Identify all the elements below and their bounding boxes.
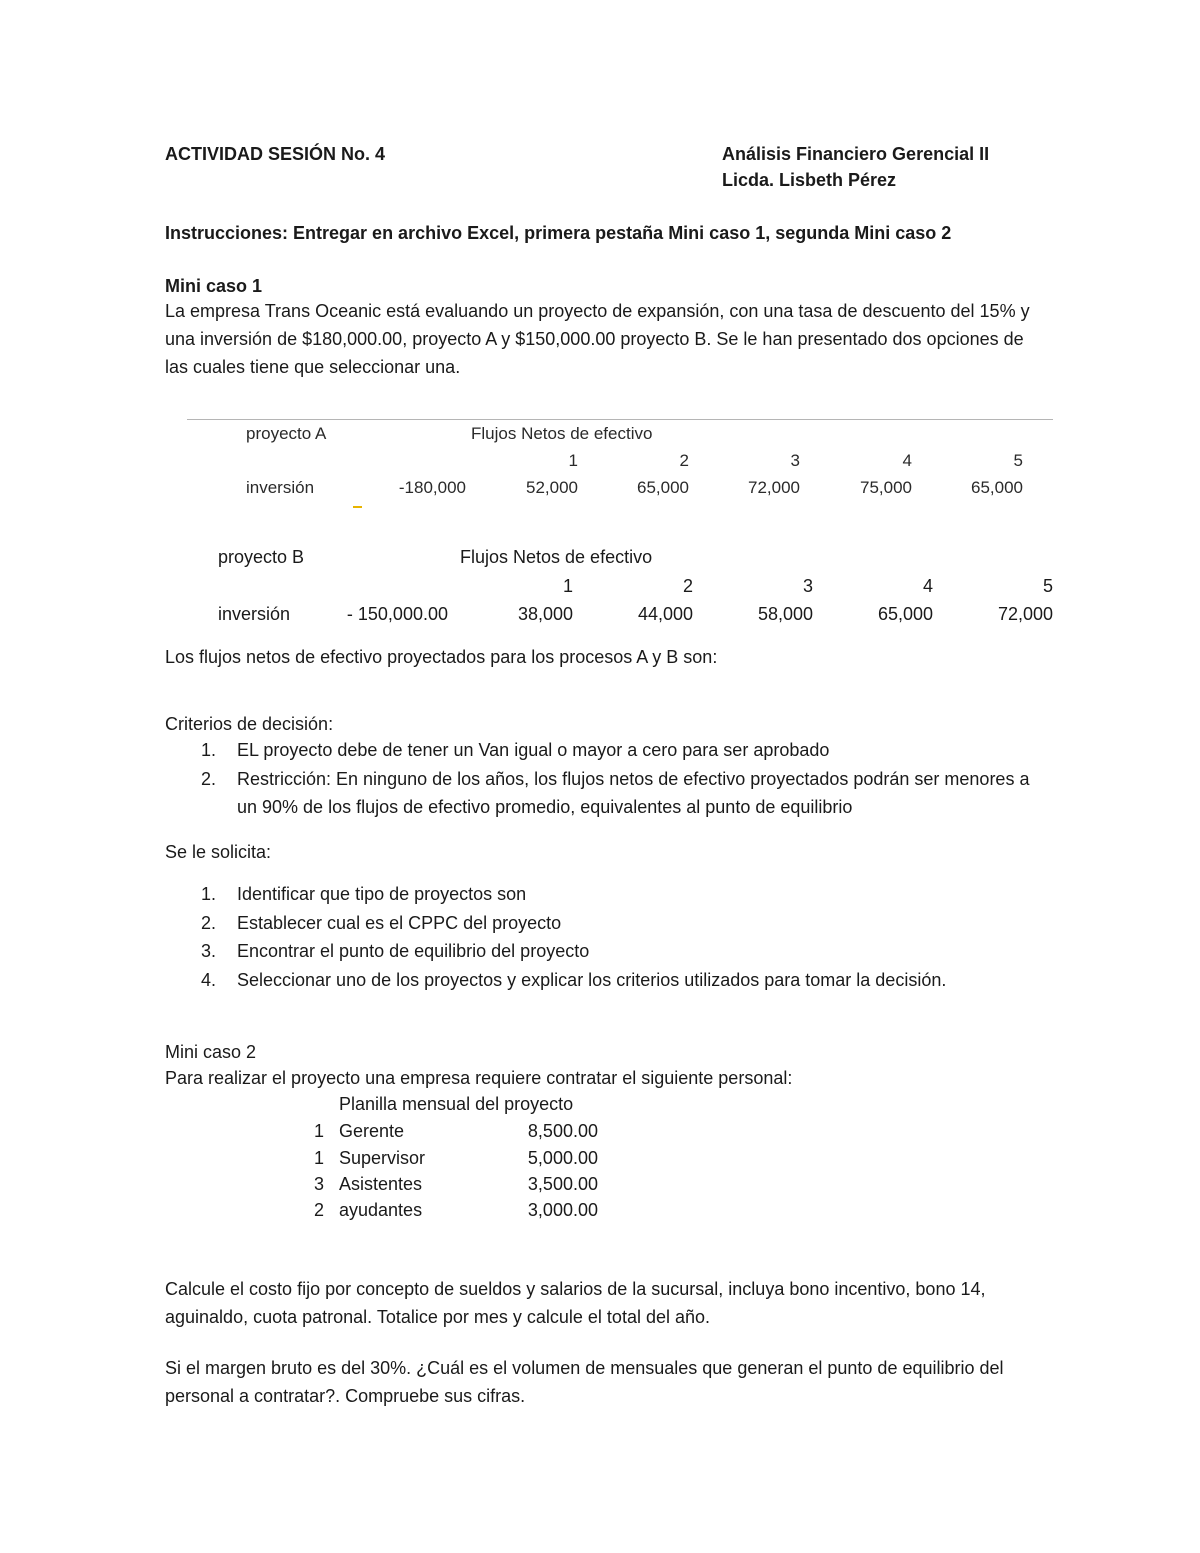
request-title: Se le solicita: bbox=[165, 842, 272, 862]
payroll-amount: 5,000.00 bbox=[527, 1148, 598, 1168]
criteria-title: Criterios de decisión: bbox=[165, 714, 334, 734]
project-b-flow: 58,000 bbox=[757, 604, 813, 624]
cell-marker bbox=[353, 506, 362, 508]
payroll-amount: 3,000.00 bbox=[527, 1200, 598, 1220]
case1-title: Mini caso 1 bbox=[165, 276, 263, 296]
criteria-item bbox=[165, 765, 1045, 822]
request-text: Seleccionar uno de los proyectos y explicar los criterios utilizados para tomar la decisión. bbox=[237, 969, 947, 990]
request-item bbox=[165, 909, 1045, 938]
request-text: Establecer cual es el CPPC del proyecto bbox=[237, 912, 562, 933]
project-b-name: proyecto B bbox=[218, 547, 305, 567]
case2-intro: Para realizar el proyecto una empresa requiere contratar el siguiente personal: bbox=[165, 1068, 793, 1088]
project-a-year: 3 bbox=[790, 451, 800, 470]
request-text: Encontrar el punto de equilibrio del proyecto bbox=[237, 941, 590, 961]
list-number: 2. bbox=[201, 912, 217, 933]
payroll-amount: 8,500.00 bbox=[527, 1121, 598, 1141]
list-number: 3. bbox=[201, 941, 217, 961]
project-a-flow: 72,000 bbox=[748, 478, 800, 497]
flows-note: Los flujos netos de efectivo proyectados para los procesos A y B son: bbox=[165, 647, 718, 667]
payroll-qty: 1 bbox=[313, 1121, 324, 1141]
list-number: 4. bbox=[201, 969, 217, 990]
course-name: Análisis Financiero Gerencial II bbox=[722, 144, 990, 164]
project-b-year: 1 bbox=[562, 576, 573, 596]
list-number: 2. bbox=[201, 768, 217, 789]
case2-question-2: Si el margen bruto es del 30%. ¿Cuál es el volumen de mensuales que generan el punto de equilibrio del personal a contratar?. Compruebe sus cifras. bbox=[165, 1358, 1004, 1406]
list-number: 1. bbox=[201, 740, 217, 760]
project-b-year: 3 bbox=[802, 576, 813, 596]
project-b-year: 2 bbox=[682, 576, 693, 596]
payroll-role: Asistentes bbox=[339, 1174, 423, 1194]
request-text: Identificar que tipo de proyectos son bbox=[237, 884, 527, 904]
project-a-year: 2 bbox=[679, 451, 689, 470]
project-a-flow: 75,000 bbox=[860, 478, 912, 497]
list-number: 1. bbox=[201, 884, 217, 904]
project-b-year: 4 bbox=[922, 576, 933, 596]
criteria-list bbox=[165, 736, 1045, 822]
project-b-row-label: inversión bbox=[218, 604, 291, 624]
request-item bbox=[165, 880, 1045, 909]
project-a-flow: 52,000 bbox=[526, 478, 578, 497]
case1-intro: La empresa Trans Oceanic está evaluando un proyecto de expansión, con una tasa de descuento del 15% y una inversión de $180,000.00, proyecto A y $150,000.00 proyecto B. Se le han presentado dos opciones de las cuales tiene que seleccionar una. bbox=[165, 301, 1030, 377]
project-a-row-label: inversión bbox=[246, 478, 315, 497]
payroll-amount: 3,500.00 bbox=[527, 1174, 598, 1194]
project-b-flow: 65,000 bbox=[877, 604, 933, 624]
request-item bbox=[165, 966, 1045, 995]
instructions: Instrucciones: Entregar en archivo Excel, primera pestaña Mini caso 1, segunda Mini caso 2 bbox=[165, 223, 952, 243]
project-a-flow: 65,000 bbox=[637, 478, 689, 497]
request-list bbox=[165, 880, 1045, 994]
project-a-heading: Flujos Netos de efectivo bbox=[471, 424, 653, 443]
payroll-qty: 1 bbox=[313, 1148, 324, 1168]
project-b-flow: 38,000 bbox=[517, 604, 573, 624]
criteria-text: Restricción: En ninguno de los años, los flujos netos de efectivo proyectados podrán ser menores a un 90% de los flujos de efectivo promedio, equivalentes al punto de equilibrio bbox=[237, 768, 1030, 817]
payroll-qty: 3 bbox=[313, 1174, 324, 1194]
project-a-year: 5 bbox=[1013, 451, 1023, 470]
request-item bbox=[165, 937, 1045, 966]
project-b-flow: 72,000 bbox=[997, 604, 1053, 624]
payroll-role: Gerente bbox=[339, 1121, 405, 1141]
project-a-investment: -180,000 bbox=[398, 478, 466, 497]
project-b-investment: - 150,000.00 bbox=[346, 604, 448, 624]
teacher-name: Licda. Lisbeth Pérez bbox=[722, 170, 897, 190]
project-b-flow: 44,000 bbox=[637, 604, 693, 624]
project-a-year: 1 bbox=[568, 451, 578, 470]
case2-question-1: Calcule el costo fijo por concepto de sueldos y salarios de la sucursal, incluya bono incentivo, bono 14, aguinaldo, cuota patronal. Totalice por mes y calcule el total del año. bbox=[165, 1279, 986, 1327]
project-a-year: 4 bbox=[902, 451, 912, 470]
payroll-role: Supervisor bbox=[339, 1148, 426, 1168]
criteria-text: EL proyecto debe de tener un Van igual o mayor a cero para ser aprobado bbox=[237, 740, 830, 760]
table-divider bbox=[187, 419, 1053, 420]
payroll-qty: 2 bbox=[313, 1200, 324, 1220]
case2-title: Mini caso 2 bbox=[165, 1042, 257, 1062]
payroll-role: ayudantes bbox=[339, 1200, 423, 1220]
project-a-flow: 65,000 bbox=[971, 478, 1023, 497]
payroll-title: Planilla mensual del proyecto bbox=[339, 1094, 574, 1114]
criteria-item bbox=[165, 736, 1045, 765]
project-b-year: 5 bbox=[1042, 576, 1053, 596]
activity-title: ACTIVIDAD SESIÓN No. 4 bbox=[165, 144, 386, 164]
project-a-name: proyecto A bbox=[246, 424, 327, 443]
project-b-heading: Flujos Netos de efectivo bbox=[460, 547, 653, 567]
